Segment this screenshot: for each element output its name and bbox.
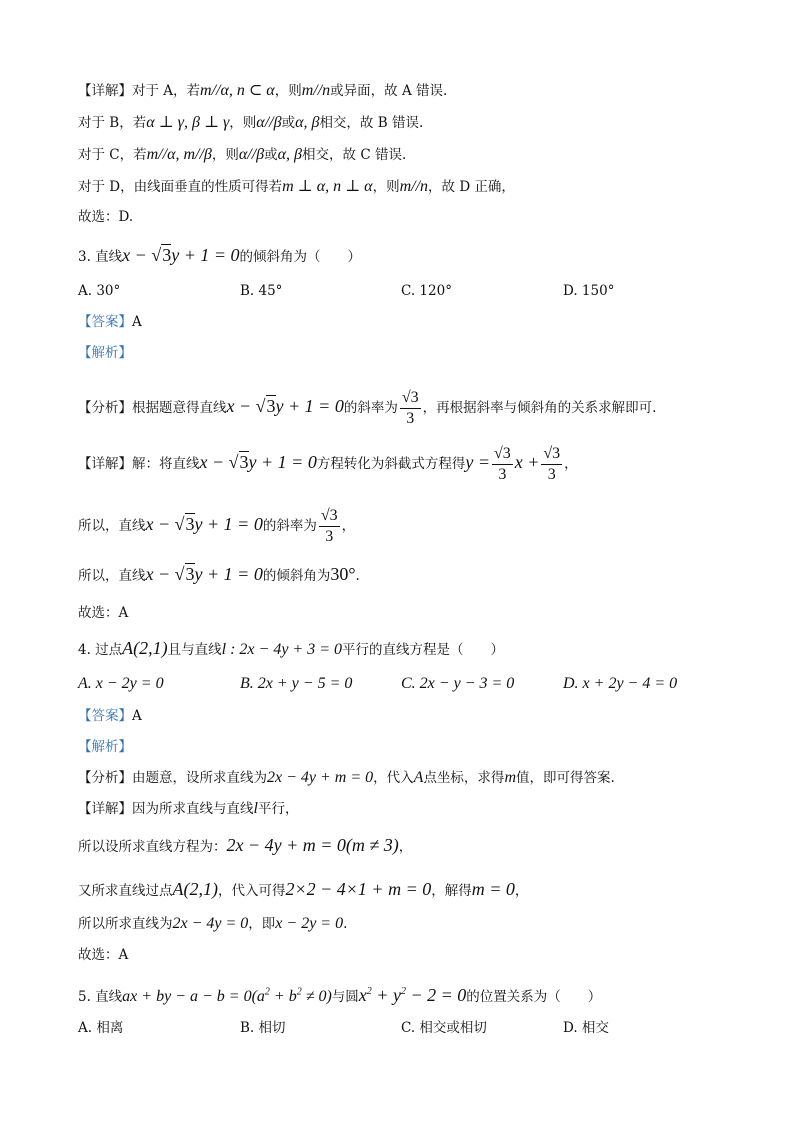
q4-option-a: A. x − 2y = 0 (78, 675, 164, 692)
q3-option-c: C. 120° (401, 283, 452, 299)
q4-substitute: 又所求直线过点A(2,1)，代入可得2×2 − 4×1 + m = 0，解得m = 0， (78, 879, 529, 899)
q2-detail-c: 对于 C，若m//α, m//β，则α//β或α, β相交，故 C 错误. (78, 146, 407, 163)
q2-detail-a: 【详解】对于 A，若m//α, n ⊂ α，则m//n或异面，故 A 错误. (78, 82, 448, 99)
q4-option-b: B. 2x + y − 5 = 0 (240, 675, 353, 692)
q4-answer: 【答案】A (78, 708, 142, 724)
q4-choose: 故选：A (78, 947, 129, 963)
q2-detail-d: 对于 D，由线面垂直的性质可得若m ⊥ α, n ⊥ α，则m//n，故 D 正确， (78, 178, 515, 195)
q4-result: 所以所求直线为2x − 4y = 0，即x − 2y = 0. (78, 915, 348, 932)
q3-analysis: 【分析】根据题意得直线x − √3y + 1 = 0的斜率为 $\frac{√3}{3}$ ，再根据斜率与倾斜角的关系求解即可. (78, 389, 657, 427)
q4-set-line: 所以设所求直线方程为：2x − 4y + m = 0(m ≠ 3)， (78, 835, 413, 855)
q4-option-c: C. 2x − y − 3 = 0 (401, 675, 515, 692)
q2-detail-b: 对于 B，若α ⊥ γ, β ⊥ γ，则α//β或α, β相交，故 B 错误. (78, 114, 424, 131)
q4-analysis: 【分析】由题意，设所求直线为2x − 4y + m = 0，代入A点坐标，求得m值，即可得答案. (78, 769, 615, 786)
q3-detail: 【详解】解：将直线x − √3y + 1 = 0方程转化为斜截式方程得y = $\frac{√3}{3}$ x + $\frac{√3}{3}$ ， (78, 445, 578, 483)
q5-option-b: B. 相切 (240, 1020, 286, 1036)
q4-stem: 4. 过点A(2,1)且与直线l : 2x − 4y + 3 = 0平行的直线方程是（ ） (78, 638, 505, 658)
q5-option-c: C. 相交或相切 (401, 1020, 487, 1036)
q4-analysis-label: 【解析】 (78, 739, 132, 755)
q4-option-d: D. x + 2y − 4 = 0 (563, 675, 678, 692)
q3-answer: 【答案】A (78, 314, 142, 330)
fraction-sqrt3-over-3: $\frac{√3}{3}$ (401, 389, 419, 427)
q5-option-a: A. 相离 (78, 1020, 124, 1036)
q3-stem: 3. 直线x − √3y + 1 = 0的倾斜角为（ ） (78, 245, 361, 265)
q3-slope: 所以，直线x − √3y + 1 = 0的斜率为 $\frac{√3}{3}$ ， (78, 507, 356, 545)
q3-option-b: B. 45° (240, 283, 283, 299)
q3-option-d: D. 150° (563, 283, 615, 299)
q5-stem: 5. 直线ax + by − $a - b = 0(a^2 + b^2 \ne 0)$与圆$x^2 + y^2 - 2 = 0$的位置关系为（ ） (78, 985, 602, 1005)
q5-option-d: D. 相交 (563, 1020, 609, 1036)
q4-detail: 【详解】因为所求直线与直线l平行， (78, 800, 299, 817)
q2-choose: 故选：D. (78, 209, 134, 225)
q3-analysis-label: 【解析】 (78, 345, 132, 361)
q3-angle: 所以，直线x − √3y + 1 = 0的倾斜角为30°. (78, 564, 360, 584)
q3-choose: 故选：A (78, 605, 129, 621)
q3-option-a: A. 30° (78, 283, 121, 299)
